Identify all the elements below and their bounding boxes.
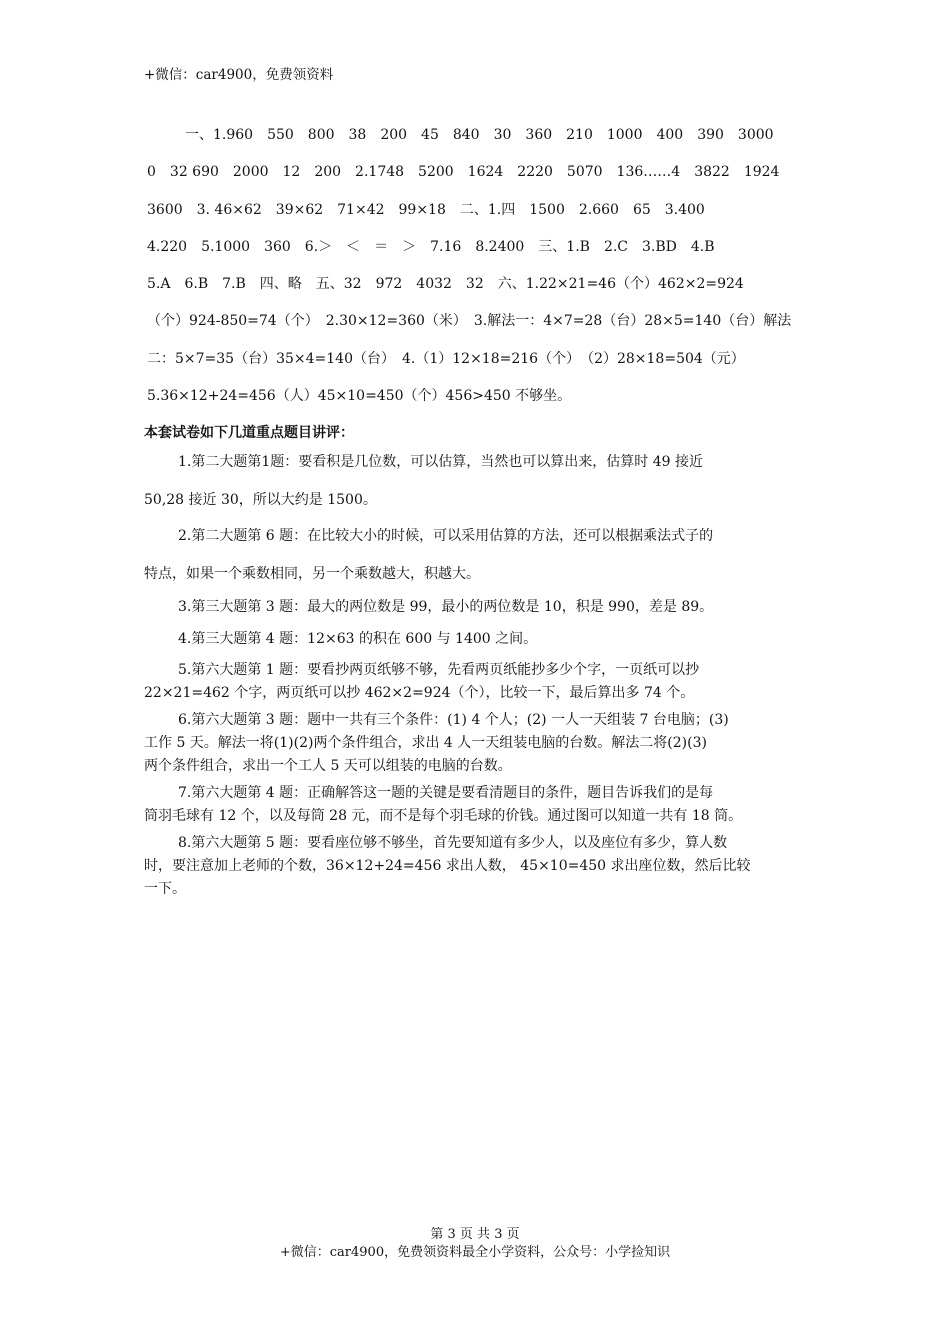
comment-line: 工作 5 天。解法一将(1)(2)两个条件组合，求出 4 人一天组装电脑的台数。解法二将(2)(3) xyxy=(144,735,707,751)
comment-paragraph-5 xyxy=(144,660,810,703)
page-number: 第 3 页 共 3 页 xyxy=(430,1227,520,1242)
comment-paragraph-3 xyxy=(144,597,810,617)
comment-line: 1.第二大题第1题：要看积是几位数，可以估算，当然也可以算出来，估算时 49 接近 xyxy=(178,454,703,470)
comment-line: 6.第六大题第 3 题：题中一共有三个条件：(1) 4 个人；(2) 一人一天组装 7 台电脑；(3) xyxy=(178,712,729,728)
comment-line: 5.第六大题第 1 题：要看抄两页纸够不够，先看两页纸能抄多少个字，一页纸可以抄 xyxy=(178,662,700,678)
comment-line: 筒羽毛球有 12 个，以及每筒 28 元，而不是每个羽毛球的价钱。通过图可以知道一共有 18 筒。 xyxy=(144,808,743,824)
answer-line: 4.220 5.1000 360 6.＞ ＜ ＝ ＞ 7.16 8.2400 三、1.B 2.C 3.BD 4.B xyxy=(147,238,715,255)
comment-line: 22×21=462 个字，两页纸可以抄 462×2=924（个），比较一下，最后算出多 74 个。 xyxy=(144,685,695,701)
comment-line: 两个条件组合，求出一个工人 5 天可以组装的电脑的台数。 xyxy=(144,758,512,774)
answer-line: （个）924-850=74（个） 2.30×12=360（米） 3.解法一：4×7=28（台）28×5=140（台）解法 xyxy=(147,313,792,330)
answer-line: 二：5×7=35（台）35×4=140（台） 4.（1）12×18=216（个） （2）28×18=504（元） xyxy=(147,350,745,367)
comment-paragraph-7 xyxy=(144,783,810,826)
answer-line: 5.A 6.B 7.B 四、略 五、32 972 4032 32 六、1.22×21=46（个）462×2=924 xyxy=(147,276,744,293)
comment-paragraph-4 xyxy=(144,629,810,649)
answer-line: 3600 3. 46×62 39×62 71×42 99×18 二、1.四 1500 2.660 65 3.400 xyxy=(147,201,705,218)
comment-line: 3.第三大题第 3 题：最大的两位数是 99，最小的两位数是 10，积是 990，差是 89。 xyxy=(178,599,714,615)
comment-paragraph-2 xyxy=(144,526,810,584)
section-title: 本套试卷如下几道重点题目讲评： xyxy=(144,425,354,441)
answer-line: 0 32 690 2000 12 200 2.1748 5200 1624 2220 5070 136……4 3822 1924 xyxy=(147,164,780,181)
comment-paragraph-1 xyxy=(144,452,810,510)
comment-line: 一下。 xyxy=(144,881,186,897)
answer-line: 5.36×12+24=456（人）45×10=450（个）456>450 不够坐。 xyxy=(147,388,572,405)
comment-paragraph-6 xyxy=(144,710,810,776)
answer-line: 一、1.960 550 800 38 200 45 840 30 360 210 1000 400 390 3000 xyxy=(185,127,774,143)
comment-line: 8.第六大题第 5 题：要看座位够不够坐，首先要知道有多少人，以及座位有多少，算人数 xyxy=(178,835,728,851)
comment-line: 2.第二大题第 6 题：在比较大小的时候，可以采用估算的方法，还可以根据乘法式子的 xyxy=(178,528,714,544)
comment-line: 4.第三大题第 4 题：12×63 的积在 600 与 1400 之间。 xyxy=(178,631,538,647)
comment-line: 特点，如果一个乘数相同，另一个乘数越大，积越大。 xyxy=(144,566,480,582)
comment-line: 50,28 接近 30，所以大约是 1500。 xyxy=(144,492,377,508)
footer-watermark-text: +微信：car4900，免费领资料最全小学资料，公众号：小学捡知识 xyxy=(279,1245,671,1260)
answer-key xyxy=(147,126,817,424)
comment-line: 7.第六大题第 4 题：正确解答这一题的关键是要看清题目的条件，题目告诉我们的是每 xyxy=(178,785,714,801)
comment-paragraph-8 xyxy=(144,833,810,899)
comment-line: 时，要注意加上老师的个数，36×12+24=456 求出人数， 45×10=450 求出座位数，然后比较 xyxy=(144,858,751,874)
header-watermark-text: +微信：car4900，免费领资料 xyxy=(144,67,334,83)
